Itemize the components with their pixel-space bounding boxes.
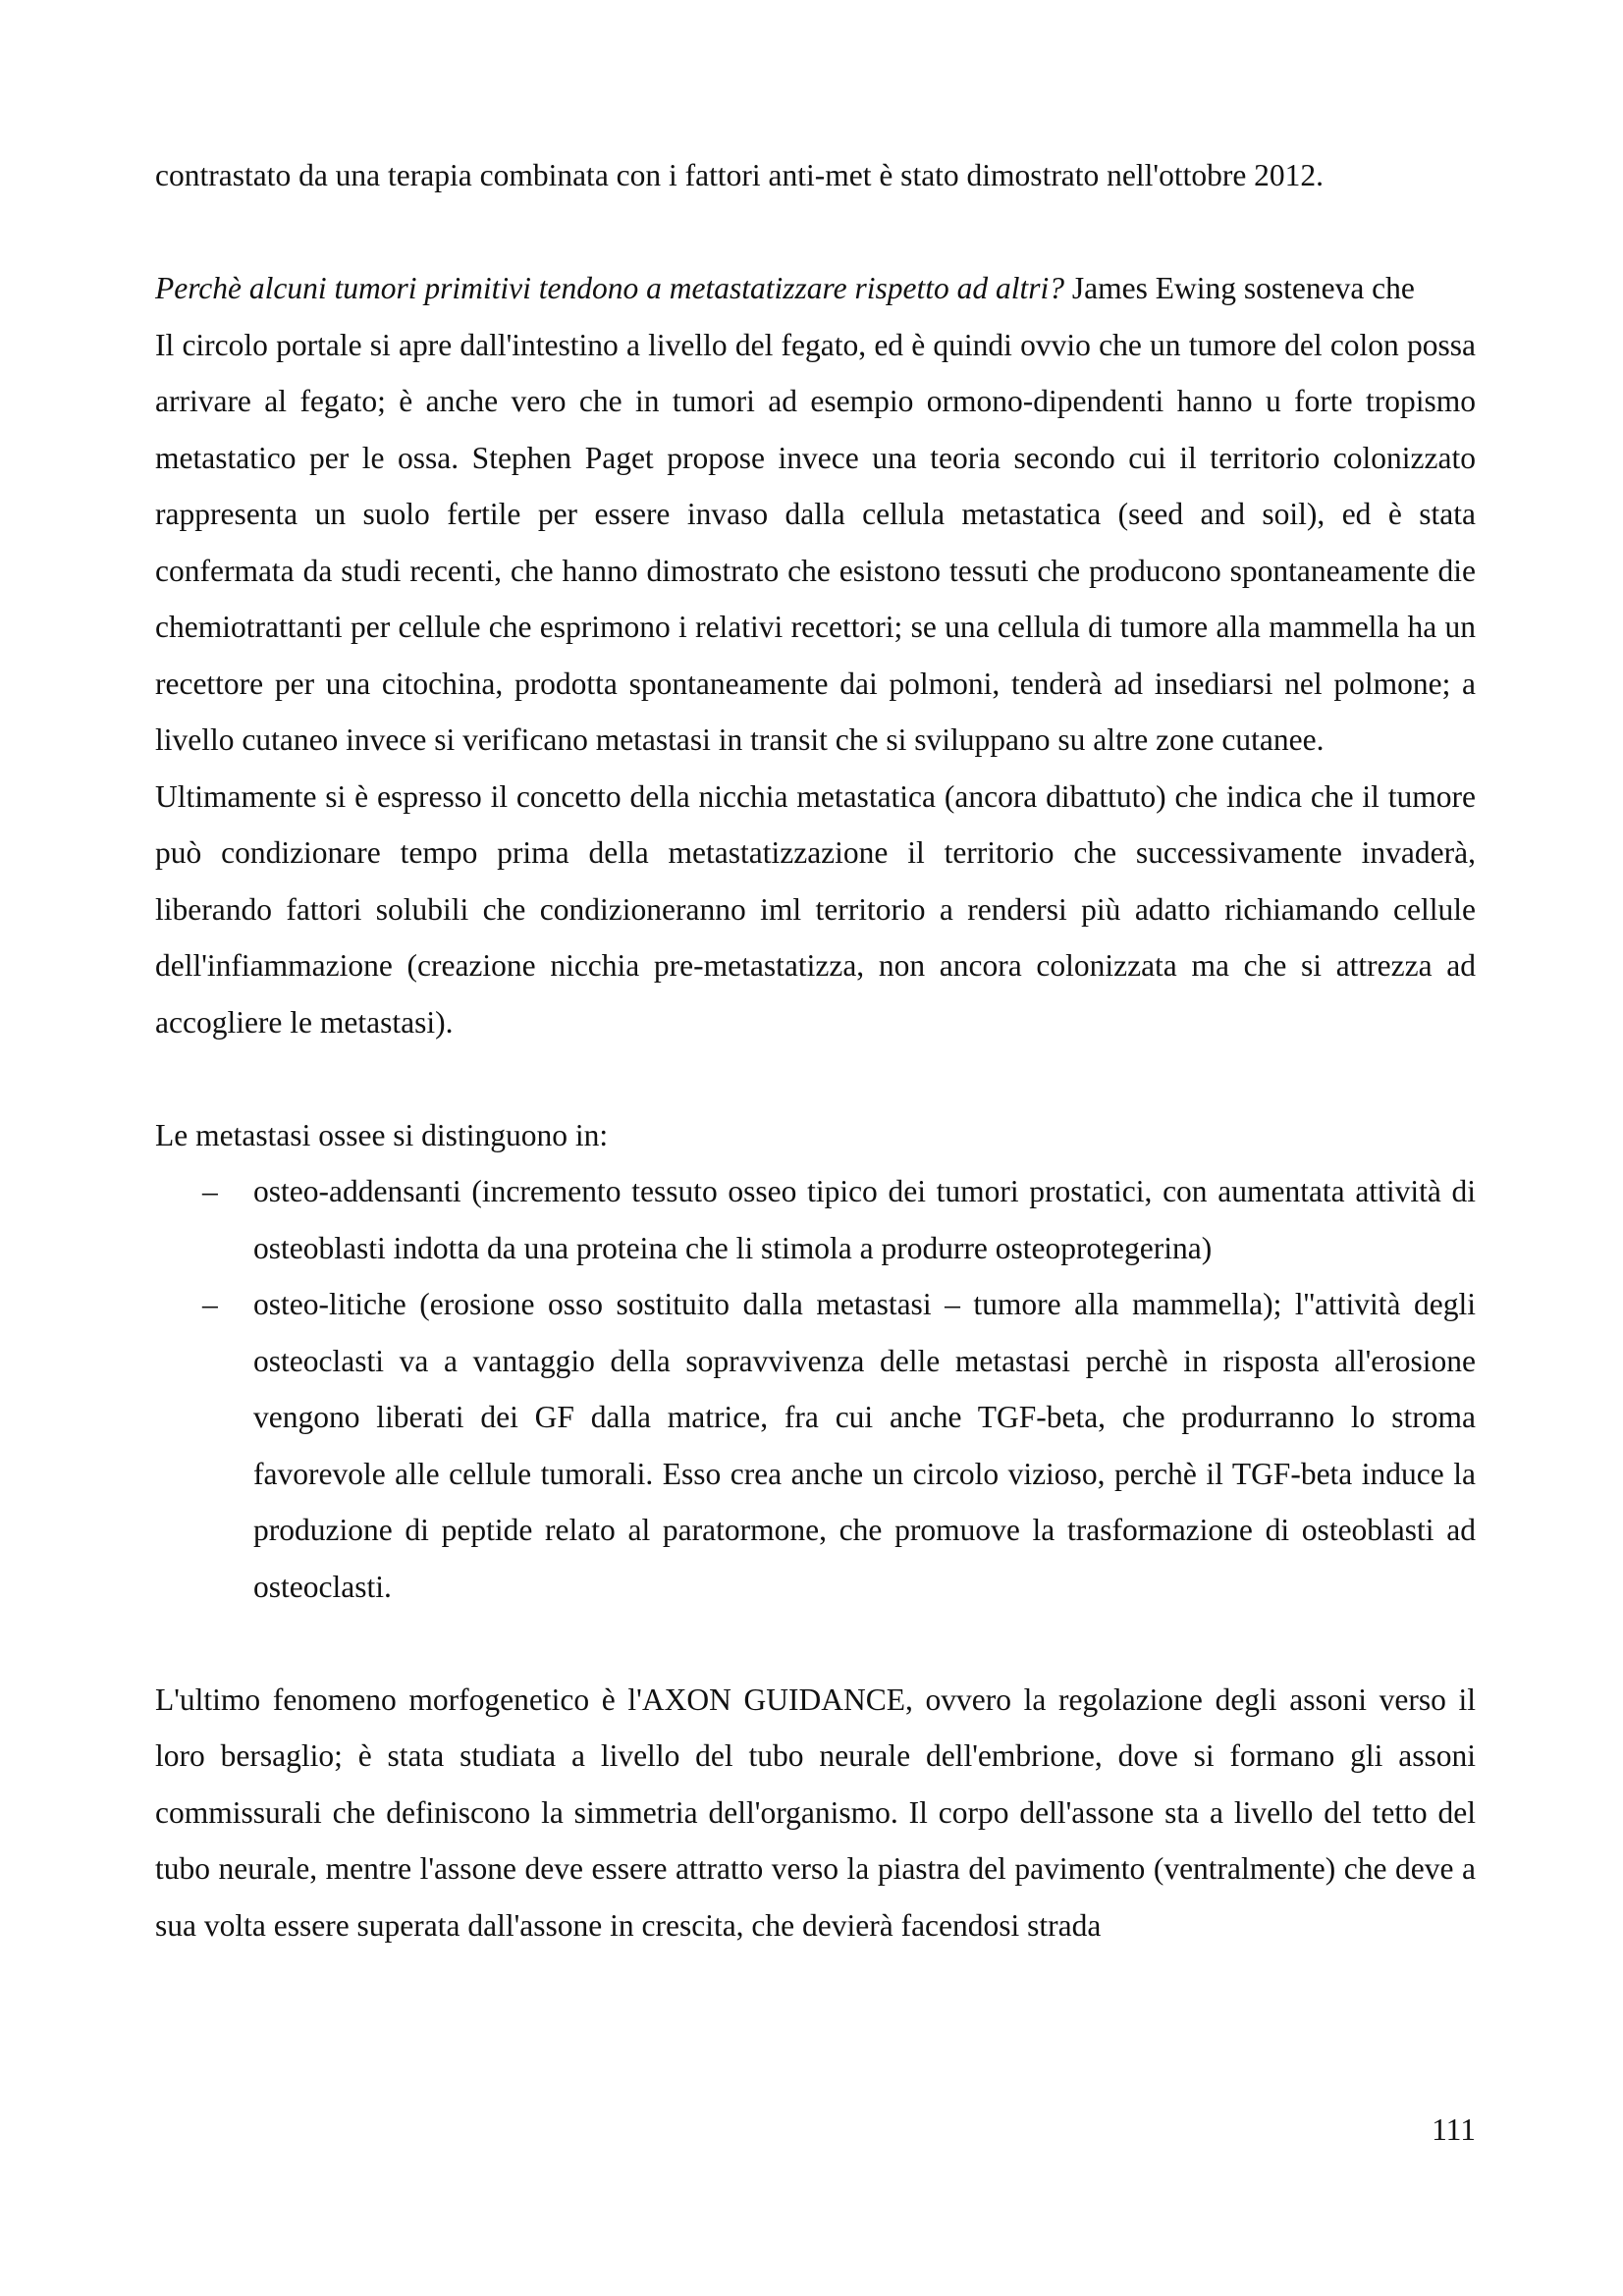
list-item-text: osteo-litiche (erosione osso sostituito dalla metastasi – tumore alla mammella); l''attività degli osteoclasti va a vantaggio della sopravvivenza delle metastasi perchè in risposta all'erosione vengono liberati dei GF dalla matrice, fra cui anche TGF-beta, che produrranno lo stroma favorevole alle cellule tumorali. Esso crea anche un circolo vizioso, perchè il TGF-beta induce la produzione di peptide relato al paratormone, che promuove la trasformazione di osteoblasti ad osteoclasti. bbox=[253, 1287, 1476, 1604]
page-number: 111 bbox=[1432, 2112, 1476, 2147]
bone-intro: Le metastasi ossee si distinguono in: bbox=[155, 1117, 609, 1152]
portal-paragraph: Il circolo portale si apre dall'intestino a livello del fegato, ed è quindi ovvio che un tumore del colon possa arrivare al fegato; è anche vero che in tumori ad esempio ormono-dipendenti hanno u forte tropismo metastatico per le ossa. Stephen Paget propose invece una teoria secondo cui il territorio colonizzato rappresenta un suolo fertile per essere invaso dalla cellula metastatica (seed and soil), ed è stata confermata da studi recenti, che hanno dimostrato che esistono tessuti che producono spontaneamente die chemiotrattanti per cellule che esprimono i relativi recettori; se una cellula di tumore alla mammella ha un recettore per una citochina, prodotta spontaneamente dai polmoni, tenderà ad insediarsi nel polmone; a livello cutaneo invece si verificano metastasi in transit che si sviluppano su altre zone cutanee. bbox=[155, 327, 1476, 757]
dash-bullet: – bbox=[202, 1287, 218, 1321]
axon-paragraph: L'ultimo fenomeno morfogenetico è l'AXON GUIDANCE, ovvero la regolazione degli assoni verso il loro bersaglio; è stata studiata a livello del tubo neurale dell'embrione, dove si formano gli assoni commissurali che definiscono la simmetria dell'organismo. Il corpo dell'assone sta a livello del tetto del tubo neurale, mentre l'assone deve essere attratto verso la piastra del pavimento (ventralmente) che deve a sua volta essere superata dall'assone in crescita, che devierà facendosi strada bbox=[155, 1682, 1476, 1943]
continuation-text: contrastato da una terapia combinata con i fattori anti-met è stato dimostrato nell'ottobre 2012. bbox=[155, 158, 1325, 192]
dash-bullet: – bbox=[202, 1174, 218, 1208]
paragraph-gap bbox=[155, 204, 1476, 261]
question-paragraph bbox=[155, 260, 1476, 317]
list-item bbox=[155, 1163, 1476, 1276]
bone-metastasis-list bbox=[155, 1163, 1476, 1615]
paragraph-gap bbox=[155, 1615, 1476, 1672]
question-tail: James Ewing sosteneva che bbox=[1063, 271, 1415, 305]
niche-paragraph: Ultimamente si è espresso il concetto della nicchia metastatica (ancora dibattuto) che indica che il tumore può condizionare tempo prima della metastatizzazione il territorio che successivamente invaderà, liberando fattori solubili che condizioneranno iml territorio a rendersi più adatto richiamando cellule dell'infiammazione (creazione nicchia pre-metastatizza, non ancora colonizzata ma che si attrezza ad accogliere le metastasi). bbox=[155, 778, 1476, 1040]
question-italic: Perchè alcuni tumori primitivi tendono a metastatizzare rispetto ad altri? bbox=[155, 271, 1064, 305]
list-item-text: osteo-addensanti (incremento tessuto osseo tipico dei tumori prostatici, con aumentata attività di osteoblasti indotta da una proteina che li stimola a produrre osteoprotegerina) bbox=[253, 1174, 1476, 1265]
page-body bbox=[155, 147, 1476, 1953]
list-item bbox=[155, 1276, 1476, 1615]
paragraph-gap bbox=[155, 1050, 1476, 1107]
